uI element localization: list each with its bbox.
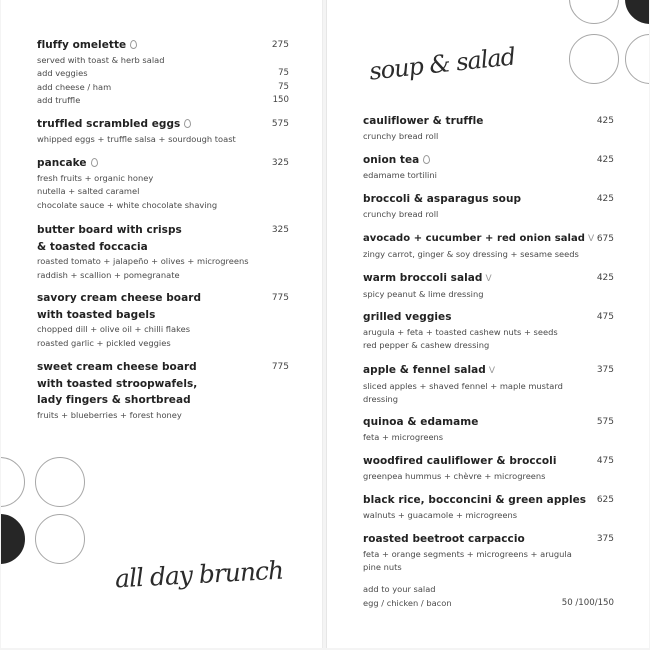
menu-item-woodfired-cauliflower-broccoli (363, 453, 614, 483)
egg-icon (423, 155, 430, 164)
item-name: quinoa & edamame (363, 416, 479, 428)
menu-item-warm-broccoli-salad (363, 270, 614, 301)
item-desc: feta + orange segments + microgreens + arugula (363, 548, 572, 559)
vegan-icon: V (485, 274, 492, 284)
item-price: 325 (271, 158, 289, 168)
item-name: savory cream cheese board (37, 292, 202, 304)
item-desc: walnuts + guacamole + microgreens (363, 509, 518, 520)
addon-title: add to your salad (363, 584, 436, 594)
item-desc: chopped dill + olive oil + chilli flakes (37, 324, 191, 334)
egg-icon (184, 119, 191, 128)
menu-item-cauliflower-truffle (363, 113, 614, 143)
item-desc: greenpea hummus + chèvre + microgreens (363, 470, 546, 481)
decorative-circle-filled (1, 514, 25, 564)
item-desc: sliced apples + shaved fennel + maple mustard (363, 380, 563, 391)
menu-item-fluffy-omelette (37, 37, 289, 108)
item-name-line: lady fingers & shortbread (37, 394, 191, 406)
menu-item-broccoli-asparagus-soup (363, 191, 614, 221)
item-desc: roasted garlic + pickled veggies (37, 337, 171, 348)
menu-item-pancake (37, 155, 289, 212)
menu-item-truffled-scrambled-eggs (37, 116, 289, 146)
item-price: 625 (596, 495, 614, 505)
item-price: 475 (596, 456, 614, 466)
decorative-circle-outline (569, 0, 619, 24)
egg-icon (130, 40, 137, 49)
salad-addons (363, 583, 614, 610)
item-name: avocado + cucumber + red onion salad (363, 233, 585, 244)
item-desc: chocolate sauce + white chocolate shaving (37, 199, 218, 210)
item-name: fluffy omelette (37, 39, 127, 51)
decorative-circle-outline (35, 457, 85, 507)
item-desc: zingy carrot, ginger & soy dressing + sesame seeds (363, 248, 579, 259)
item-desc: roasted tomato + jalapeño + olives + microgreens (37, 256, 249, 266)
item-desc: served with toast & herb salad (37, 54, 165, 65)
item-name: truffled scrambled eggs (37, 118, 181, 130)
item-name: warm broccoli salad (363, 272, 483, 284)
item-desc: fresh fruits + organic honey (37, 172, 154, 183)
menu-item-sweet-cream-cheese-board (37, 359, 289, 422)
item-name: apple & fennel salad (363, 364, 486, 376)
item-desc: feta + microgreens (363, 431, 444, 442)
item-name: black rice, bocconcini & green apples (363, 494, 587, 506)
item-name: cauliflower & truffle (363, 115, 484, 127)
section-title-soup-salad: soup & salad (367, 42, 517, 86)
addon-label: add truffle (37, 95, 81, 105)
item-name: onion tea (363, 154, 420, 166)
addon-label: add cheese / ham (37, 81, 112, 92)
addon-row (37, 94, 289, 108)
decorative-circle-outline (569, 34, 619, 84)
item-name: sweet cream cheese board (37, 361, 197, 373)
menu-item-avocado-cucumber-salad (363, 231, 614, 261)
addon-price: 150 (272, 95, 289, 105)
item-name-line: with toasted stroopwafels, (37, 377, 198, 390)
item-desc: fruits + blueberries + forest honey (37, 409, 182, 420)
decorative-circle-filled (625, 0, 649, 24)
item-price: 775 (271, 293, 289, 303)
right-page-soup-salad (326, 0, 649, 648)
addon-label: egg / chicken / bacon (363, 597, 452, 608)
item-desc: dressing (363, 394, 399, 404)
addon-price: 75 (278, 81, 289, 92)
item-desc: pine nuts (363, 562, 402, 572)
addon-price: 50 /100/150 (561, 597, 614, 608)
item-desc: raddish + scallion + pomegranate (37, 269, 180, 280)
item-name: roasted beetroot carpaccio (363, 533, 525, 545)
item-price: 425 (596, 155, 614, 165)
item-name-line: with toasted bagels (37, 308, 156, 321)
item-name: woodfired cauliflower & broccoli (363, 455, 557, 467)
item-price: 425 (596, 116, 614, 126)
decorative-circle-outline (625, 34, 649, 84)
item-price: 575 (596, 417, 614, 427)
item-price: 375 (596, 534, 614, 544)
item-desc: crunchy bread roll (363, 130, 439, 141)
item-desc: arugula + feta + toasted cashew nuts + seeds (363, 326, 558, 337)
menu-item-butter-board (37, 222, 289, 282)
item-price: 575 (271, 119, 289, 129)
item-name: pancake (37, 157, 87, 169)
menu-item-onion-tea (363, 152, 614, 182)
addon-label: add veggies (37, 68, 88, 78)
item-price: 475 (596, 312, 614, 322)
menu-item-black-rice-bocconcini (363, 492, 614, 522)
item-price: 775 (271, 362, 289, 372)
item-name-line: & toasted foccacia (37, 240, 148, 253)
item-desc: spicy peanut & lime dressing (363, 288, 484, 299)
addon-row (37, 81, 289, 95)
menu-item-grilled-veggies (363, 309, 614, 353)
addon-row (37, 67, 289, 81)
item-price: 675 (596, 234, 614, 244)
item-name: butter board with crisps (37, 224, 182, 236)
item-price: 325 (271, 225, 289, 235)
item-name: broccoli & asparagus soup (363, 193, 522, 205)
item-price: 425 (596, 194, 614, 204)
item-desc: whipped eggs + truffle salsa + sourdough toast (37, 133, 236, 144)
addon-price: 75 (278, 68, 289, 78)
vegan-icon: V (488, 366, 496, 376)
decorative-circle-outline (1, 457, 25, 507)
item-desc: edamame tortilini (363, 169, 437, 180)
item-desc: crunchy bread roll (363, 208, 439, 219)
left-page-brunch (1, 0, 323, 648)
vegan-icon: V (588, 234, 595, 244)
egg-icon (91, 158, 98, 167)
menu-item-apple-fennel-salad (363, 362, 614, 407)
menu-item-quinoa-edamame (363, 414, 614, 444)
section-title-all-day-brunch: all day brunch (114, 555, 284, 594)
menu-item-savory-cream-cheese-board (37, 290, 289, 350)
item-price: 375 (596, 365, 614, 375)
decorative-circle-outline (35, 514, 85, 564)
menu-item-roasted-beetroot-carpaccio (363, 531, 614, 575)
item-price: 425 (596, 273, 614, 283)
item-desc: red pepper & cashew dressing (363, 340, 490, 350)
item-name: grilled veggies (363, 311, 452, 323)
addon-row (363, 597, 614, 611)
item-price: 275 (271, 40, 289, 50)
item-desc: nutella + salted caramel (37, 186, 140, 196)
